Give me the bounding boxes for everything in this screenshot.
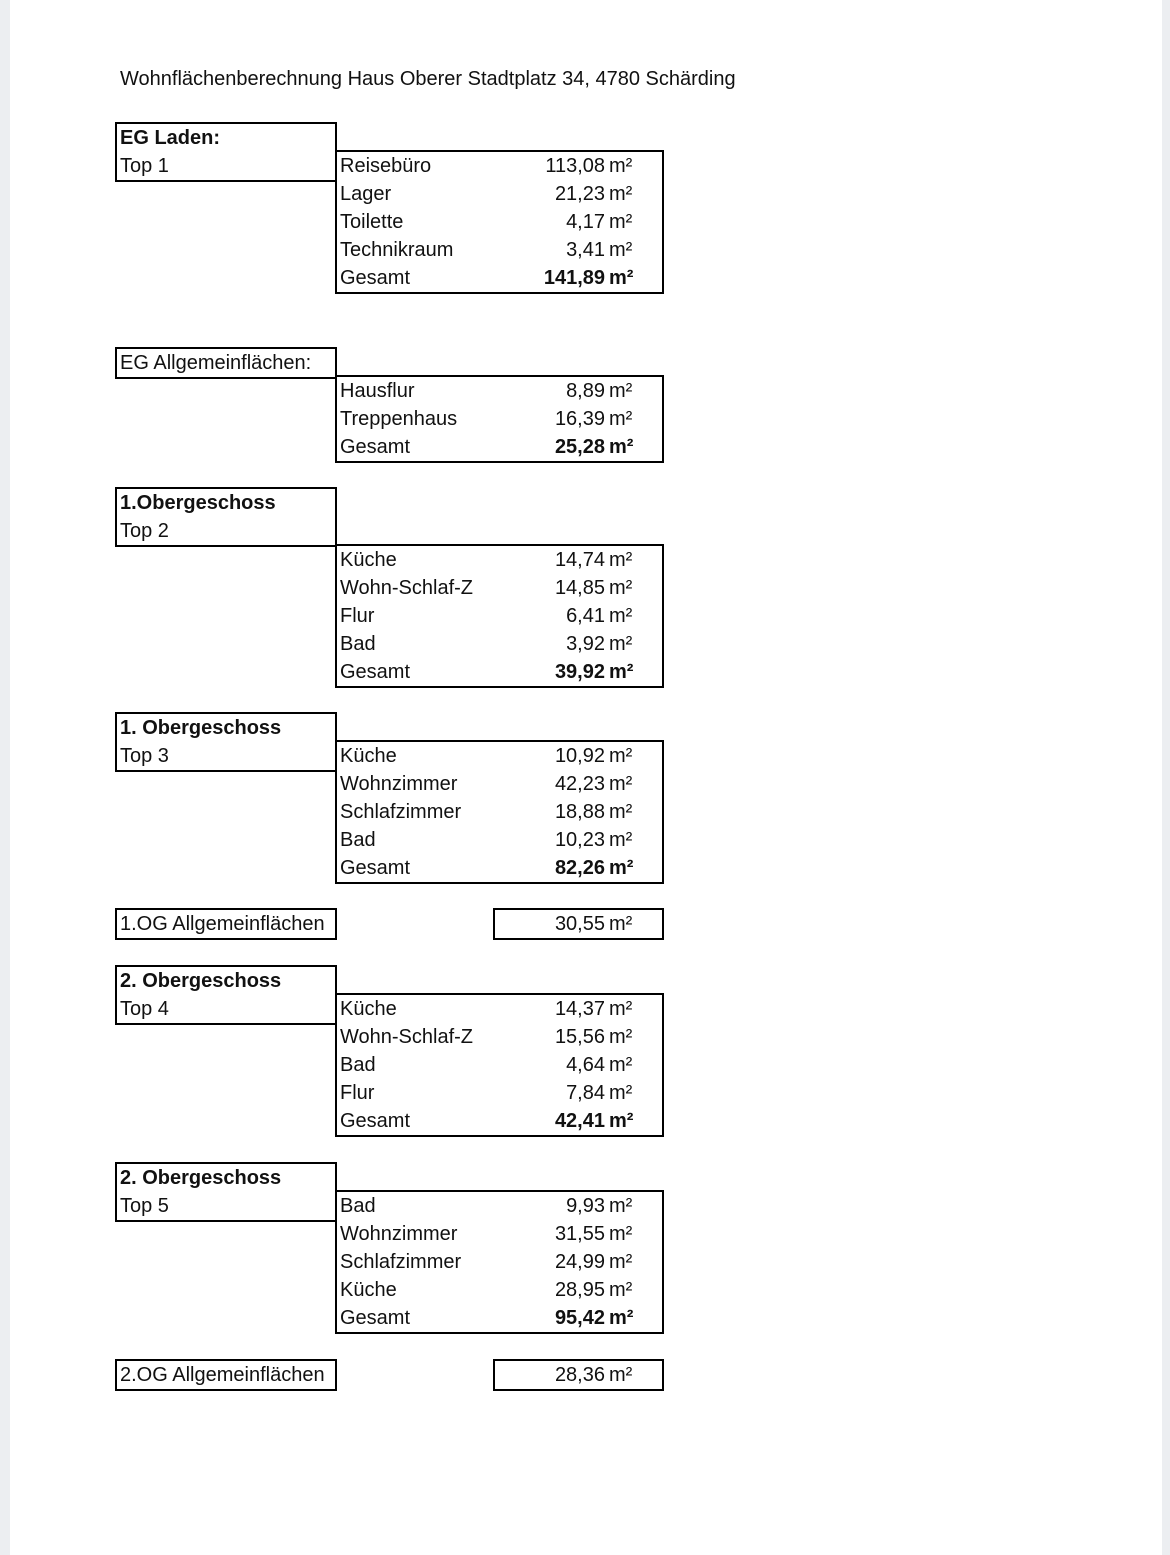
area-unit: m²	[609, 773, 633, 795]
area-unit: m²	[609, 661, 634, 683]
room-area: 10,92	[554, 745, 605, 767]
area-unit: m²	[609, 577, 633, 599]
room-label: Gesamt	[340, 1110, 411, 1132]
room-label: Flur	[340, 1082, 375, 1104]
section-header-og2-top4	[115, 965, 337, 1025]
room-row	[337, 1220, 662, 1248]
room-area: 4,64	[566, 1054, 605, 1076]
room-label: Wohn-Schlaf-Z	[340, 577, 474, 599]
room-area: 6,41	[566, 605, 605, 627]
room-row	[337, 1079, 662, 1107]
room-label: Gesamt	[340, 1307, 411, 1329]
section-subheading: Top 3	[120, 745, 169, 767]
room-label: Wohnzimmer	[340, 773, 458, 795]
room-label: Schlafzimmer	[340, 1251, 462, 1273]
section-subheading: Top 5	[120, 1195, 169, 1217]
room-row	[337, 1248, 662, 1276]
area-unit: m²	[609, 1223, 633, 1245]
room-area: 39,92	[554, 661, 605, 683]
area-unit: m²	[609, 1279, 633, 1301]
area-unit: m²	[609, 1307, 634, 1329]
area-unit: m²	[609, 267, 634, 289]
room-area: 113,08	[545, 155, 605, 177]
room-table-og2-top5	[335, 1190, 664, 1334]
room-label: Bad	[340, 1054, 376, 1076]
total-row	[337, 433, 662, 461]
room-area: 9,93	[566, 1195, 605, 1217]
page-title: Wohnflächenberechnung Haus Oberer Stadtplatz 34, 4780 Schärding	[120, 68, 736, 90]
room-label: Lager	[340, 183, 392, 205]
room-label: Gesamt	[340, 857, 411, 879]
room-label: Hausflur	[340, 380, 415, 402]
room-area: 8,89	[566, 380, 605, 402]
room-area: 82,26	[554, 857, 605, 879]
divider	[335, 1162, 337, 1192]
room-row	[337, 180, 662, 208]
room-label: Bad	[340, 633, 376, 655]
room-label: Toilette	[340, 211, 404, 233]
room-area: 95,42	[554, 1307, 605, 1329]
divider	[335, 487, 337, 547]
room-area: 14,85	[554, 577, 605, 599]
room-label: Bad	[340, 829, 376, 851]
room-table-eg-laden	[335, 150, 664, 294]
room-label: Reisebüro	[340, 155, 432, 177]
room-label: Technikraum	[340, 239, 454, 261]
section-subheading: Top 4	[120, 998, 169, 1020]
section-header-og1-top3	[115, 712, 337, 772]
room-label: Wohn-Schlaf-Z	[340, 1026, 474, 1048]
section-subheading: Top 1	[120, 155, 169, 177]
room-row	[337, 1192, 662, 1220]
room-area: 15,56	[554, 1026, 605, 1048]
area-unit: m²	[609, 913, 633, 935]
total-row	[337, 264, 662, 292]
room-area: 7,84	[566, 1082, 605, 1104]
section-header-og2-allgemein	[115, 1359, 337, 1391]
area-unit: m²	[609, 801, 633, 823]
room-area: 42,41	[554, 1110, 605, 1132]
room-table-og1-top3	[335, 740, 664, 884]
total-row	[337, 1304, 662, 1332]
area-unit: m²	[609, 829, 633, 851]
room-area: 3,92	[566, 633, 605, 655]
room-area: 42,23	[554, 773, 605, 795]
room-label: Gesamt	[340, 661, 411, 683]
document-page	[10, 0, 1162, 1555]
divider	[335, 712, 337, 742]
room-row	[337, 236, 662, 264]
room-label: Küche	[340, 998, 397, 1020]
room-label: Küche	[340, 745, 397, 767]
room-label: Treppenhaus	[340, 408, 458, 430]
area-unit: m²	[609, 1364, 633, 1386]
room-row	[337, 742, 662, 770]
area-unit: m²	[609, 1026, 633, 1048]
room-area: 14,37	[554, 998, 605, 1020]
area-unit: m²	[609, 1110, 634, 1132]
area-unit: m²	[609, 857, 634, 879]
divider	[335, 965, 337, 995]
room-table-og1-top2	[335, 544, 664, 688]
section-heading: 2.OG Allgemeinflächen	[120, 1364, 325, 1386]
area-unit: m²	[609, 155, 633, 177]
room-row	[337, 630, 662, 658]
room-row	[337, 602, 662, 630]
room-area: 25,28	[554, 436, 605, 458]
room-row	[337, 995, 662, 1023]
room-area: 21,23	[554, 183, 605, 205]
og2-allgemein-value-box	[493, 1359, 664, 1391]
room-label: Küche	[340, 549, 397, 571]
section-heading: 1. Obergeschoss	[120, 717, 282, 739]
room-area: 14,74	[554, 549, 605, 571]
section-heading: EG Allgemeinflächen:	[120, 352, 312, 374]
area-unit: m²	[609, 1251, 633, 1273]
area-unit: m²	[609, 408, 633, 430]
room-row	[337, 377, 662, 405]
room-row	[337, 208, 662, 236]
room-row	[337, 574, 662, 602]
room-table-eg-allgemein	[335, 375, 664, 463]
room-area: 24,99	[554, 1251, 605, 1273]
total-row	[337, 854, 662, 882]
area-unit: m²	[609, 745, 633, 767]
room-label: Wohnzimmer	[340, 1223, 458, 1245]
room-row	[337, 770, 662, 798]
area-unit: m²	[609, 1054, 633, 1076]
area-value: 30,55	[554, 913, 605, 935]
section-header-og2-top5	[115, 1162, 337, 1222]
room-row	[337, 1276, 662, 1304]
section-heading: 1.OG Allgemeinflächen	[120, 913, 325, 935]
room-label: Gesamt	[340, 436, 411, 458]
area-unit: m²	[609, 436, 634, 458]
room-label: Gesamt	[340, 267, 411, 289]
total-row	[337, 1107, 662, 1135]
room-table-og2-top4	[335, 993, 664, 1137]
area-unit: m²	[609, 1195, 633, 1217]
section-header-eg-laden	[115, 122, 337, 182]
room-label: Schlafzimmer	[340, 801, 462, 823]
room-area: 10,23	[554, 829, 605, 851]
section-heading: 2. Obergeschoss	[120, 970, 282, 992]
room-row	[337, 1023, 662, 1051]
room-label: Küche	[340, 1279, 397, 1301]
area-unit: m²	[609, 239, 633, 261]
room-area: 141,89	[543, 267, 605, 289]
room-row	[337, 798, 662, 826]
section-heading: 1.Obergeschoss	[120, 492, 276, 514]
room-row	[337, 546, 662, 574]
area-value: 28,36	[554, 1364, 605, 1386]
area-unit: m²	[609, 633, 633, 655]
room-area: 4,17	[566, 211, 605, 233]
room-row	[337, 826, 662, 854]
area-unit: m²	[609, 183, 633, 205]
room-area: 3,41	[566, 239, 605, 261]
section-heading: 2. Obergeschoss	[120, 1167, 282, 1189]
section-subheading: Top 2	[120, 520, 169, 542]
area-unit: m²	[609, 605, 633, 627]
area-unit: m²	[609, 549, 633, 571]
room-label: Bad	[340, 1195, 376, 1217]
room-row	[337, 405, 662, 433]
section-header-og1-top2	[115, 487, 337, 547]
room-area: 16,39	[554, 408, 605, 430]
area-unit: m²	[609, 211, 633, 233]
room-area: 28,95	[554, 1279, 605, 1301]
area-unit: m²	[609, 1082, 633, 1104]
room-area: 18,88	[554, 801, 605, 823]
room-row	[337, 152, 662, 180]
room-row	[337, 1051, 662, 1079]
room-label: Flur	[340, 605, 375, 627]
total-row	[337, 658, 662, 686]
divider	[335, 122, 337, 152]
og1-allgemein-value-box	[493, 908, 664, 940]
section-header-og1-allgemein	[115, 908, 337, 940]
area-unit: m²	[609, 380, 633, 402]
divider	[335, 347, 337, 377]
section-header-eg-allgemein	[115, 347, 337, 379]
room-area: 31,55	[554, 1223, 605, 1245]
section-heading: EG Laden:	[120, 127, 221, 149]
area-unit: m²	[609, 998, 633, 1020]
